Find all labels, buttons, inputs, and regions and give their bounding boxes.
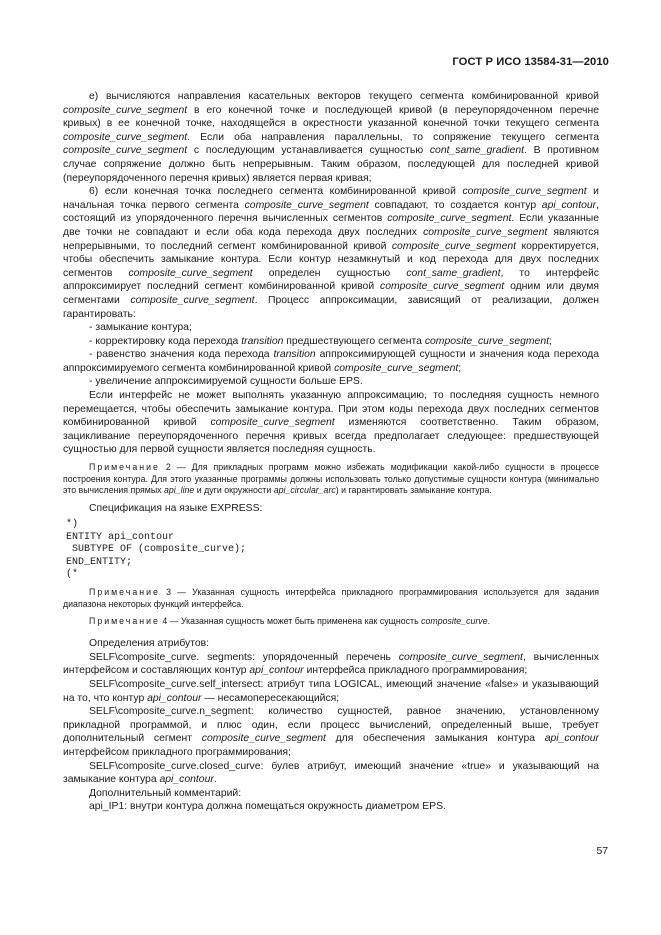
italic-term: composite_curve_segment: [63, 145, 188, 157]
note-3: [63, 587, 599, 610]
page-number: 57: [596, 846, 608, 857]
bullet-contour-closure: [63, 321, 599, 335]
text-run: — несамопересекающийся;: [201, 692, 340, 704]
italic-term: composite_curve_segment: [423, 226, 548, 238]
text-run: .: [487, 615, 491, 626]
text-run: 3 — Указанная сущность интерфейса прикладного программирования используется для задания диапазона некоторых функций интерфейса.: [63, 587, 599, 610]
text-run: SELF\composite_curve.self_intersect: атрибут типа LOGICAL, имеющий значение «false» и указывающий на то, что контур: [63, 679, 599, 704]
code-line: (*: [66, 569, 79, 581]
text-run: . Если указанные две точки не совпадают и если оба кода перехода двух последних: [63, 213, 599, 238]
note-4: [63, 616, 599, 628]
italic-term: composite_curve_segment: [462, 186, 587, 198]
italic-term: composite_curve_segment: [380, 281, 505, 293]
attribute-segments: [63, 651, 599, 678]
text-run: е) вычисляются направления касательных векторов текущего сегмента комбинированной кривой: [89, 91, 599, 102]
text-run: интерфейсом прикладного программирования;: [63, 746, 291, 758]
text-run: Если интерфейс не может выполнять указанную аппроксимацию, то последняя сущность немного перемещается, чтобы обеспечить замыкание контура. При этом коды перехода двух последних сегментов комбинированной кривой: [63, 390, 599, 429]
text-run: , то интерфейс аппроксимирует последний сегмент комбинированной кривой: [63, 267, 599, 293]
text-run: корректируется, чтобы обеспечить замыкание контура. Если контур незамкнутый и код перехода для двух последних сегментов: [63, 240, 599, 279]
express-code-block: [66, 519, 599, 581]
text-run: ;: [458, 362, 462, 374]
text-run: 2 — Для прикладных программ можно избежать модификации какой-либо сущности в процессе построения контура. Для этого указанные программы должны использовать только допустимые сущности контура (минимально это вычисления прямых: [63, 462, 599, 496]
text-run: одним или двумя сегментами: [63, 281, 599, 306]
text-run: Определения атрибутов:: [89, 638, 210, 650]
italic-term: api_contour: [544, 733, 599, 745]
italic-term: cont_same_gradient: [406, 267, 501, 279]
text-run: являются непрерывными, то последний сегмент комбинированной кривой: [63, 226, 600, 252]
express-spec-heading: [63, 502, 599, 516]
italic-term: composite_curve_segment: [334, 362, 459, 374]
text-run: - замыкание контура;: [89, 322, 192, 334]
text-run: в его конечной точке и последующей кривой (в переупорядоченном перечне кривых) в ее конечной точке, находящейся в окрестности указанной конечной точки текущего сегмента: [63, 104, 599, 130]
note-2: [63, 462, 599, 497]
paragraph-item-e: [63, 90, 599, 185]
code-line: *): [66, 519, 79, 531]
bullet-eps-increase: [63, 375, 599, 389]
italic-term: composite_curve: [421, 615, 488, 626]
text-run: api_IP1: внутри контура должна помещаться окружность диаметром EPS.: [89, 801, 446, 813]
text-run: Примечание: [89, 462, 160, 473]
attribute-closed-curve: [63, 760, 599, 787]
text-run: Примечание: [89, 615, 160, 626]
italic-term: composite_curve_segment: [210, 417, 335, 429]
text-run: - корректировку кода перехода: [89, 335, 242, 347]
italic-term: api_contour: [147, 692, 202, 704]
text-run: SELF\composite_curve.n_segment: количество сущностей, равное значению, установленному прикладной программой, и плюс один, если процесс вычислений, определенный выше, требует дополнительный сегмент: [63, 706, 599, 745]
text-run: , вычисленных интерфейсом и составляющих контур: [63, 651, 599, 677]
italic-term: api_contour: [541, 199, 597, 211]
italic-term: composite_curve_segment: [128, 267, 253, 279]
italic-term: composite_curve_segment: [130, 294, 255, 306]
attribute-definitions-heading: [63, 637, 599, 651]
text-run: , состоящий из упорядоченного перечня вычисленных сегментов: [63, 199, 599, 225]
text-run: Спецификация на языке EXPRESS:: [89, 502, 263, 514]
text-run: ;: [549, 335, 552, 347]
text-run: SELF\composite_curve. segments: упорядоченный перечень: [89, 651, 399, 663]
italic-term: composite_curve_segment: [387, 213, 512, 225]
attribute-self-intersect: [63, 678, 599, 705]
informal-proposition-ip1: [63, 800, 599, 814]
italic-term: composite_curve_segment: [63, 131, 188, 143]
text-run: - равенство значения кода перехода: [89, 349, 274, 361]
italic-term: composite_curve_segment: [391, 240, 517, 252]
text-run: ) и гарантировать замыкание контура.: [335, 485, 492, 496]
italic-term: api_line: [164, 485, 195, 496]
text-run: SELF\composite_curve.closed_curve: булев атрибут, имеющий значение «true» и указывающий на замыкание контура: [63, 760, 599, 786]
italic-term: api_contour: [249, 665, 304, 677]
text-run: . Процесс аппроксимации, зависящий от реализации, должен гарантировать:: [63, 294, 599, 320]
text-run: для обеспечения замыкания контура: [325, 733, 545, 745]
italic-term: composite_curve_segment: [424, 335, 550, 347]
text-run: Дополнительный комментарий:: [89, 787, 242, 799]
additional-comment-heading: [63, 787, 599, 801]
italic-term: composite_curve_segment: [201, 733, 326, 745]
text-run: . В противном случае сопряжение должно быть непрерывным. Таким образом, последующей для последней кривой (переупорядоченного перечня кривых) является первая кривая;: [63, 145, 599, 184]
italic-term: composite_curve_segment: [244, 199, 369, 211]
text-run: .: [213, 774, 217, 786]
text-run: интерфейса прикладного программирования;: [303, 665, 528, 677]
document-header: ГОСТ Р ИСО 13584-31—2010: [452, 56, 609, 68]
italic-term: cont_same_gradient: [429, 145, 525, 157]
text-run: . Если оба направления параллельны, то сопряжение текущего сегмента: [187, 131, 599, 143]
text-run: и дуги окружности: [194, 485, 274, 496]
italic-term: transition: [241, 335, 284, 347]
text-run: определен сущностью: [252, 267, 407, 279]
paragraph-item-6: [63, 185, 599, 321]
text-run: с последующим устанавливается сущностью: [187, 145, 430, 157]
italic-term: api_contour: [159, 774, 214, 786]
text-run: 6) если конечная точка последнего сегмента комбинированной кривой: [89, 186, 463, 198]
code-line: END_ENTITY;: [66, 556, 133, 568]
text-run: 4 — Указанная сущность может быть применена как сущность: [159, 615, 422, 626]
italic-term: api_circular_arc: [273, 485, 336, 496]
code-line: ENTITY api_contour: [66, 531, 175, 543]
text-run: изменяются соответственно. Таким образом, зацикливание переупорядоченного перечня кривых всегда предполагает следующее: предшествующей сущностью для первой сущности является последняя сущность.: [63, 417, 599, 456]
paragraph-approximation-fallback: [63, 389, 599, 457]
code-line: SUBTYPE OF (composite_curve);: [66, 544, 247, 556]
page-body: [63, 90, 599, 814]
text-run: совпадают, то создается контур: [368, 199, 542, 211]
italic-term: transition: [273, 349, 316, 361]
italic-term: composite_curve_segment: [398, 651, 523, 663]
text-run: Примечание: [89, 587, 160, 598]
text-run: предшествующего сегмента: [283, 335, 425, 347]
attribute-n-segment: [63, 705, 599, 759]
bullet-transition-correction: [63, 335, 599, 349]
bullet-transition-equality: [63, 348, 599, 375]
text-run: и начальная точка первого сегмента: [63, 186, 599, 211]
text-run: аппроксимирующей сущности и значения кода перехода аппроксимируемого сегмента комбинированной кривой: [63, 349, 599, 374]
text-run: - увеличение аппроксимируемой сущности больше EPS.: [89, 376, 363, 388]
italic-term: composite_curve_segment: [63, 104, 188, 116]
